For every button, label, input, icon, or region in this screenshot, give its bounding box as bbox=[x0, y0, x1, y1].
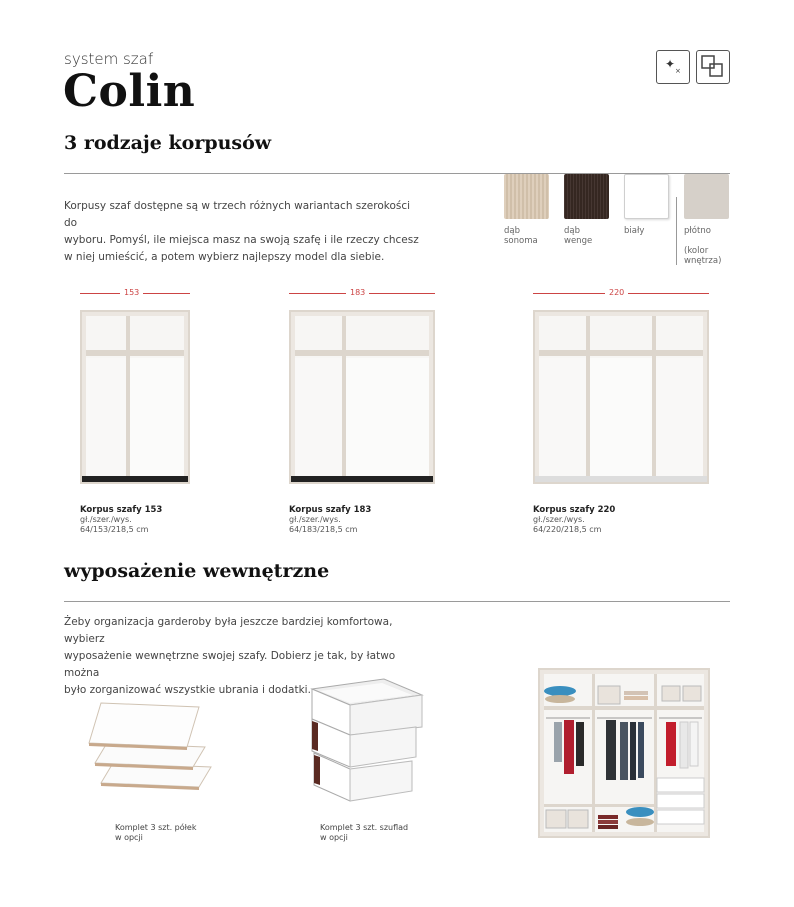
drawers-image bbox=[308, 675, 426, 815]
wardrobe-220-caption: Korpus szafy 220 gł./szer./wys. 64/220/218,5 cm bbox=[533, 505, 616, 534]
dimension-153: 153 bbox=[80, 288, 190, 300]
section-heading-korpusy: 3 rodzaje korpusów bbox=[64, 132, 272, 154]
swatch-plotno bbox=[684, 174, 729, 219]
korpusy-description: Korpusy szaf dostępne są w trzech różnych wariantach szerokości do wyboru. Pomyśl, ile miejsca masz na swoją szafę i ile rzeczy chcesz w niej umieścić, a potem wybierz najlepszy model dla siebie. bbox=[64, 200, 419, 263]
wardrobe-183-caption: Korpus szafy 183 gł./szer./wys. 64/183/218,5 cm bbox=[289, 505, 372, 534]
dimension-220: 220 bbox=[533, 288, 709, 300]
section-heading-wyposazenie: wyposażenie wewnętrzne bbox=[64, 560, 330, 582]
brand-title: Colin bbox=[63, 66, 196, 117]
sparkle-icon bbox=[656, 50, 690, 84]
swatch-dab-sonoma bbox=[504, 174, 549, 219]
section-divider bbox=[64, 601, 730, 602]
wardrobe-153-caption: Korpus szafy 153 gł./szer./wys. 64/153/218,5 cm bbox=[80, 505, 163, 534]
shelves-image bbox=[85, 695, 225, 795]
svg-text:✦: ✦ bbox=[665, 57, 676, 71]
swatch-label-sonoma: dąb sonoma bbox=[504, 226, 538, 246]
wardrobe-153-image bbox=[80, 310, 190, 484]
wardrobe-183-image bbox=[289, 310, 435, 484]
swatch-dab-wenge bbox=[564, 174, 609, 219]
brand-subtitle: system szaf bbox=[64, 50, 154, 68]
swatch-bialy bbox=[624, 174, 669, 219]
swatch-separator bbox=[676, 197, 677, 265]
modular-icon bbox=[696, 50, 730, 84]
swatch-label-plotno: płótno (kolor wnętrza) bbox=[684, 226, 722, 266]
dimension-183: 183 bbox=[289, 288, 435, 300]
wyposazenie-description: Żeby organizacja garderoby była jeszcze bardziej komfortowa, wybierz wyposażenie wewnętrzne swojej szafy. Dobierz je tak, by łatwo można było zorganizować wszystkie ubrania i dodatki. bbox=[64, 616, 396, 696]
swatch-label-bialy: biały bbox=[624, 226, 645, 236]
drawers-caption: Komplet 3 szt. szuflad w opcji bbox=[320, 823, 409, 842]
furnished-wardrobe-image bbox=[538, 668, 710, 838]
wardrobe-220-image bbox=[533, 310, 709, 484]
svg-text:×: × bbox=[675, 67, 681, 75]
shelves-caption: Komplet 3 szt. półek w opcji bbox=[115, 823, 197, 842]
swatch-label-wenge: dąb wenge bbox=[564, 226, 593, 246]
